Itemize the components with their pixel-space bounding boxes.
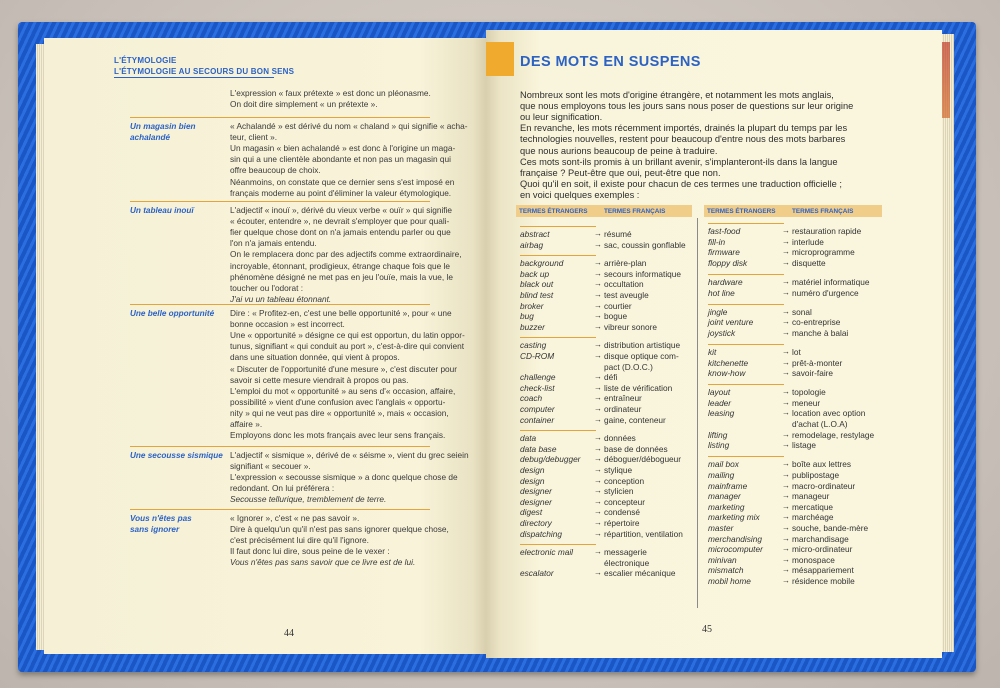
page-edges-right bbox=[940, 34, 954, 652]
arrow: → bbox=[782, 226, 790, 235]
foreign-term: microcomputer bbox=[708, 544, 763, 555]
foreign-term: marketing bbox=[708, 501, 745, 512]
french-term: sonal bbox=[792, 306, 812, 317]
arrow: → bbox=[782, 459, 790, 469]
french-term: macro-ordinateur bbox=[792, 480, 856, 491]
header-rule bbox=[114, 77, 274, 78]
arrow: → bbox=[594, 568, 602, 578]
intro-line: française ? Peut-être que oui, peut-être que non. bbox=[520, 167, 721, 178]
arrow: → bbox=[782, 327, 790, 337]
french-term: mercatique bbox=[792, 501, 834, 512]
section-label: Un magasin bien bbox=[130, 122, 196, 131]
arrow: → bbox=[782, 397, 790, 407]
foreign-term: mail box bbox=[708, 459, 739, 470]
foreign-term: bug bbox=[520, 311, 534, 322]
right-page bbox=[486, 30, 942, 658]
arrow: → bbox=[594, 393, 602, 403]
intro-line: Ces mots sont-ils promis à un brillant avenir, s'implanteront-ils dans la langue bbox=[520, 156, 838, 167]
french-term: prêt-à-monter bbox=[792, 357, 843, 368]
foreign-term: designer bbox=[520, 496, 552, 507]
arrow: → bbox=[782, 469, 790, 479]
group-rule bbox=[708, 304, 784, 305]
foreign-term: mainframe bbox=[708, 480, 748, 491]
foreign-term: buzzer bbox=[520, 321, 545, 332]
arrow: → bbox=[594, 404, 602, 413]
french-term: arrière-plan bbox=[604, 258, 647, 269]
section-text-line: Vous n'êtes pas sans savoir que ce livre est de lui. bbox=[230, 557, 416, 568]
foreign-term: coach bbox=[520, 393, 543, 404]
french-term: mésappariement bbox=[792, 565, 854, 576]
arrow: → bbox=[782, 368, 790, 378]
arrow: → bbox=[594, 311, 602, 321]
arrow: → bbox=[782, 480, 790, 490]
arrow: → bbox=[782, 533, 790, 543]
arrow: → bbox=[594, 465, 602, 474]
arrow: → bbox=[594, 454, 602, 464]
arrow: → bbox=[594, 268, 602, 278]
foreign-term: minivan bbox=[708, 554, 737, 565]
section-text-line: savoir si cette mesure viendrait à propos ou pas. bbox=[230, 374, 409, 385]
foreign-term: blind test bbox=[520, 290, 554, 300]
french-term: gaine, conteneur bbox=[604, 414, 666, 425]
arrow: → bbox=[594, 258, 602, 268]
foreign-term: listing bbox=[708, 440, 730, 451]
intro-line: ou leur signification. bbox=[520, 112, 603, 123]
arrow: → bbox=[594, 414, 602, 424]
section-text-line: Une « opportunité » désigne ce qui est opportun, du latin oppor- bbox=[230, 330, 465, 341]
arrow: → bbox=[594, 443, 602, 453]
arrow: → bbox=[782, 429, 790, 439]
intro-line: On doit dire simplement « un prétexte ». bbox=[230, 99, 378, 109]
foreign-term: merchandising bbox=[708, 533, 762, 544]
foreign-term: design bbox=[520, 475, 545, 486]
group-rule bbox=[520, 255, 596, 256]
intro-line: En revanche, les mots récemment importés, drainés la plupart du temps par les bbox=[520, 123, 848, 134]
french-term: stylicien bbox=[604, 486, 634, 497]
french-term: répartition, ventilation bbox=[604, 528, 683, 539]
section-rule bbox=[130, 201, 430, 202]
intro-line: que nous aurions beaucoup de peine à traduire. bbox=[520, 145, 718, 156]
arrow: → bbox=[782, 512, 790, 522]
arrow: → bbox=[594, 300, 602, 310]
arrow: → bbox=[594, 486, 602, 496]
arrow: → bbox=[782, 346, 790, 356]
foreign-term: back up bbox=[520, 268, 550, 279]
section-text-line: bonne occasion » est incorrect. bbox=[230, 319, 345, 330]
foreign-term: directory bbox=[520, 518, 552, 528]
french-term: entraîneur bbox=[604, 393, 642, 404]
section-text-line: l'on n'a jamais entendu. bbox=[230, 238, 317, 249]
arrow: → bbox=[594, 518, 602, 527]
section-rule bbox=[130, 304, 430, 305]
section-text-line: nity » qui ne veut pas dire « opportunité », mais « occasion, bbox=[230, 407, 449, 418]
foreign-term: designer bbox=[520, 486, 552, 497]
french-term: stylique bbox=[604, 465, 633, 475]
section-rule bbox=[130, 117, 430, 118]
french-term: occultation bbox=[604, 279, 644, 290]
section-text-line: Employons donc les mots français avec leur sens français. bbox=[230, 430, 446, 441]
french-term: concepteur bbox=[604, 496, 646, 507]
arrow: → bbox=[782, 491, 790, 501]
foreign-term: master bbox=[708, 522, 734, 533]
foreign-term: CD-ROM bbox=[520, 351, 555, 361]
foreign-term: electronic mail bbox=[520, 547, 574, 558]
foreign-term: casting bbox=[520, 340, 547, 351]
arrow: → bbox=[782, 544, 790, 554]
arrow: → bbox=[594, 496, 602, 506]
french-term: savoir-faire bbox=[792, 368, 834, 379]
foreign-term: mobil home bbox=[708, 575, 751, 586]
foreign-term: firmware bbox=[708, 247, 740, 258]
arrow: → bbox=[594, 229, 602, 238]
foreign-term: escalator bbox=[520, 568, 554, 579]
page-number-right: 45 bbox=[702, 624, 712, 635]
section-text-line: On le remplacera donc par des adjectifs comme extraordinaire, bbox=[230, 249, 462, 260]
arrow: → bbox=[594, 321, 602, 331]
section-text-line: incroyable, étonnant, prodigieux, étrange chaque fois que le bbox=[230, 260, 451, 271]
french-term: déboguer/débogueur bbox=[604, 454, 682, 465]
foreign-term: check-list bbox=[520, 382, 555, 393]
french-term: courtier bbox=[604, 300, 632, 311]
foreign-term: airbag bbox=[520, 239, 544, 250]
section-label: achalandé bbox=[130, 133, 171, 142]
group-rule bbox=[708, 274, 784, 275]
foreign-term: jingle bbox=[708, 306, 728, 317]
french-term: topologie bbox=[792, 387, 826, 398]
french-term: manche à balai bbox=[792, 327, 849, 338]
french-term: numéro d'urgence bbox=[792, 287, 859, 298]
foreign-term: kitchenette bbox=[708, 357, 749, 368]
french-term: liste de vérification bbox=[604, 382, 673, 393]
french-term: conception bbox=[604, 475, 645, 486]
foreign-term: fast-food bbox=[708, 226, 741, 236]
arrow: → bbox=[782, 554, 790, 564]
title-accent bbox=[486, 42, 514, 76]
foreign-term: manager bbox=[708, 491, 741, 502]
intro-line: que nous employons tous les jours sans nous poser de questions sur leur origine bbox=[520, 101, 854, 112]
section-text-line: « écouter, entendre », ne devrait s'employer que pour quali- bbox=[230, 216, 450, 227]
intro-line: Nombreux sont les mots d'origine étrangère, et notamment les mots anglais, bbox=[520, 90, 834, 100]
group-rule bbox=[520, 337, 596, 338]
foreign-term: know-how bbox=[708, 368, 746, 379]
arrow: → bbox=[782, 522, 790, 532]
section-text-line: phénomène désigné ne met pas en jeu l'ouïe, mais la vue, le bbox=[230, 271, 453, 282]
col-header-french-1: TERMES FRANÇAIS bbox=[604, 208, 666, 215]
col-header-foreign-2: TERMES ÉTRANGERS bbox=[707, 208, 776, 215]
arrow: → bbox=[782, 357, 790, 367]
foreign-term: design bbox=[520, 465, 545, 475]
group-rule bbox=[708, 223, 784, 224]
section-text-line: Néanmoins, on constate que ce dernier sens s'est imposé en bbox=[230, 176, 455, 187]
foreign-term: hot line bbox=[708, 287, 735, 298]
intro-line: L'expression « faux prétexte » est donc un pléonasme. bbox=[230, 88, 431, 98]
running-subhead: L'ÉTYMOLOGIE AU SECOURS DU BON SENS bbox=[114, 67, 295, 76]
foreign-term: leasing bbox=[708, 408, 735, 419]
foreign-term: joystick bbox=[708, 327, 736, 338]
arrow: → bbox=[594, 382, 602, 392]
arrow: → bbox=[782, 565, 790, 575]
foreign-term: background bbox=[520, 258, 564, 269]
french-term: escalier mécanique bbox=[604, 568, 676, 579]
foreign-term: joint venture bbox=[708, 317, 754, 328]
french-term: répertoire bbox=[604, 518, 640, 528]
french-term: distribution artistique bbox=[604, 340, 681, 351]
foreign-term: data base bbox=[520, 443, 557, 454]
arrow: → bbox=[594, 547, 602, 557]
foreign-term: leader bbox=[708, 397, 732, 408]
intro-line: technologies nouvelles, restent pour beaucoup d'entre nous des mots barbares bbox=[520, 134, 846, 145]
section-text-line: Dire à quelqu'un qu'il n'est pas sans ignorer quelque chose, bbox=[230, 524, 449, 535]
foreign-term: data bbox=[520, 433, 537, 444]
foreign-term: debug/debugger bbox=[520, 454, 581, 465]
group-rule bbox=[708, 456, 784, 457]
group-rule bbox=[520, 430, 596, 431]
french-term: microprogramme bbox=[792, 247, 855, 258]
french-term: ordinateur bbox=[604, 404, 642, 414]
section-text-line: dans une situation donnée, qui vient à propos. bbox=[230, 352, 400, 363]
french-term: bogue bbox=[604, 311, 628, 322]
french-term: défi bbox=[604, 372, 618, 383]
arrow: → bbox=[782, 408, 790, 418]
page-number-left: 44 bbox=[284, 628, 294, 639]
section-text-line: L'emploi du mot « opportunité » au sens d'« occasion, affaire, bbox=[230, 385, 456, 396]
section-text-line: signifiant « secouer ». bbox=[230, 461, 311, 472]
arrow: → bbox=[594, 239, 602, 249]
arrow: → bbox=[594, 279, 602, 289]
french-term: publipostage bbox=[792, 469, 840, 480]
section-text-line: Dire : « Profitez-en, c'est une belle opportunité », pour « une bbox=[230, 308, 452, 318]
section-rule bbox=[130, 446, 430, 447]
section-text-line: Secousse tellurique, tremblement de terre. bbox=[230, 494, 387, 505]
group-rule bbox=[708, 344, 784, 345]
section-rule bbox=[130, 509, 430, 510]
arrow: → bbox=[594, 507, 602, 517]
section-text-line: L'adjectif « inouï », dérivé du vieux verbe « ouïr » qui signifie bbox=[230, 205, 453, 215]
french-term: monospace bbox=[792, 554, 835, 565]
foreign-term: mismatch bbox=[708, 565, 744, 576]
french-term: meneur bbox=[792, 397, 821, 408]
french-term: location avec option bbox=[792, 408, 866, 419]
section-text-line: toucher ou l'odorat : bbox=[230, 282, 304, 293]
section-label: Un tableau inouï bbox=[130, 206, 194, 215]
arrow: → bbox=[594, 351, 602, 360]
arrow: → bbox=[782, 501, 790, 511]
foreign-term: challenge bbox=[520, 372, 556, 383]
group-rule bbox=[520, 544, 596, 545]
arrow: → bbox=[594, 372, 602, 382]
arrow: → bbox=[782, 257, 790, 267]
foreign-term: black out bbox=[520, 279, 554, 290]
french-term: données bbox=[604, 433, 636, 444]
left-page bbox=[44, 38, 486, 654]
foreign-term: abstract bbox=[520, 229, 550, 239]
section-text-line: « Achalandé » est dérivé du nom « chaland » qui signifie « acha- bbox=[230, 121, 468, 131]
section-text-line: sin qui a une clientèle abondante et non pas un magasin qui bbox=[230, 154, 451, 165]
french-term: disque optique com- bbox=[604, 351, 679, 361]
french-term-cont: pact (D.O.C.) bbox=[604, 361, 653, 372]
arrow: → bbox=[782, 306, 790, 316]
french-term: base de données bbox=[604, 443, 668, 454]
group-rule bbox=[708, 384, 784, 385]
arrow: → bbox=[594, 475, 602, 485]
col-header-french-2: TERMES FRANÇAIS bbox=[792, 208, 854, 215]
arrow: → bbox=[782, 575, 790, 585]
section-text-line: offre beaucoup de choix. bbox=[230, 165, 321, 176]
french-term: condensé bbox=[604, 507, 640, 518]
arrow: → bbox=[782, 247, 790, 257]
section-text-line: teur, client ». bbox=[230, 132, 278, 143]
foreign-term: computer bbox=[520, 404, 555, 414]
french-term: résidence mobile bbox=[792, 575, 855, 586]
section-label: Une belle opportunité bbox=[130, 309, 215, 318]
section-text-line: Il faut donc lui dire, sous peine de le vexer : bbox=[230, 546, 390, 557]
french-term: test aveugle bbox=[604, 290, 649, 300]
french-term: manageur bbox=[792, 491, 830, 502]
foreign-term: hardware bbox=[708, 276, 743, 287]
section-text-line: « Ignorer », c'est « ne pas savoir ». bbox=[230, 513, 360, 523]
french-term: secours informatique bbox=[604, 268, 682, 279]
arrow: → bbox=[594, 340, 602, 350]
section-label: Vous n'êtes pas bbox=[130, 514, 192, 523]
french-term: vibreur sonore bbox=[604, 321, 658, 332]
section-label: sans ignorer bbox=[130, 525, 180, 534]
french-term: messagerie bbox=[604, 547, 647, 558]
section-text-line: c'est précisément lui dire qu'il l'ignore. bbox=[230, 535, 369, 546]
foreign-term: floppy disk bbox=[708, 257, 748, 268]
foreign-term: lifting bbox=[708, 429, 728, 440]
foreign-term: kit bbox=[708, 346, 717, 357]
section-text-line: redondant. On lui préférera : bbox=[230, 483, 335, 494]
french-term: résumé bbox=[604, 229, 632, 239]
section-text-line: affaire ». bbox=[230, 419, 263, 429]
section-text-line: tunus, signifiant « qui conduit au port », c'est-à-dire qui convient bbox=[230, 341, 465, 352]
foreign-term: marketing mix bbox=[708, 512, 760, 523]
arrow: → bbox=[782, 287, 790, 297]
arrow: → bbox=[782, 236, 790, 246]
foreign-term: dispatching bbox=[520, 528, 562, 539]
section-text-line: français moderne au point d'éliminer la valeur étymologique. bbox=[230, 187, 452, 198]
group-rule bbox=[520, 226, 596, 227]
col-header-foreign-1: TERMES ÉTRANGERS bbox=[519, 208, 588, 215]
section-text-line: possibilité » vient d'une confusion avec l'anglais « opportu- bbox=[230, 396, 446, 407]
section-text-line: J'ai vu un tableau étonnant. bbox=[230, 293, 332, 304]
french-term: listage bbox=[792, 440, 816, 451]
column-divider bbox=[697, 218, 698, 608]
arrow: → bbox=[782, 387, 790, 397]
french-term: interlude bbox=[792, 236, 824, 247]
french-term: disquette bbox=[792, 257, 826, 268]
foreign-term: layout bbox=[708, 387, 731, 398]
french-term: sac, coussin gonflable bbox=[604, 239, 686, 250]
french-term: marchéage bbox=[792, 512, 834, 523]
french-term: remodelage, restylage bbox=[792, 429, 875, 440]
intro-line: en voici quelques exemples : bbox=[520, 189, 640, 200]
section-text-line: L'adjectif « sismique », dérivé de « séisme », vient du grec seiein bbox=[230, 450, 469, 460]
section-text-line: « Discuter de l'opportunité d'une mesure », c'est discuter pour bbox=[230, 363, 458, 374]
arrow: → bbox=[594, 290, 602, 299]
foreign-term: broker bbox=[520, 300, 544, 311]
french-term: co-entreprise bbox=[792, 317, 841, 328]
running-head: L'ÉTYMOLOGIE bbox=[114, 56, 177, 65]
french-term: marchandisage bbox=[792, 533, 849, 544]
arrow: → bbox=[594, 433, 602, 443]
french-term: souche, bande-mère bbox=[792, 522, 869, 533]
section-text-line: L'expression « secousse sismique » a donc quelque chose de bbox=[230, 472, 458, 483]
french-term: restauration rapide bbox=[792, 226, 862, 236]
foreign-term: digest bbox=[520, 507, 543, 518]
french-term: boîte aux lettres bbox=[792, 459, 852, 470]
foreign-term: container bbox=[520, 414, 555, 425]
french-term-cont: électronique bbox=[604, 557, 650, 568]
section-label: Une secousse sismique bbox=[130, 451, 223, 460]
arrow: → bbox=[782, 276, 790, 286]
foreign-term: mailing bbox=[708, 469, 735, 480]
arrow: → bbox=[782, 317, 790, 327]
arrow: → bbox=[782, 440, 790, 450]
section-text-line: fier quelque chose dont on n'a jamais entendu parler ou que bbox=[230, 227, 451, 238]
arrow: → bbox=[594, 528, 602, 538]
french-term: lot bbox=[792, 346, 801, 357]
french-term: micro-ordinateur bbox=[792, 544, 853, 555]
french-term-cont: d'achat (L.O.A) bbox=[792, 419, 848, 429]
section-text-line: Un magasin « bien achalandé » est donc à l'origine un maga- bbox=[230, 143, 456, 154]
intro-line: Quoi qu'il en soit, il existe pour chacun de ces termes une traduction officielle ; bbox=[520, 178, 843, 189]
french-term: matériel informatique bbox=[792, 276, 870, 287]
foreign-term: fill-in bbox=[708, 236, 726, 247]
page-title: DES MOTS EN SUSPENS bbox=[520, 54, 701, 70]
